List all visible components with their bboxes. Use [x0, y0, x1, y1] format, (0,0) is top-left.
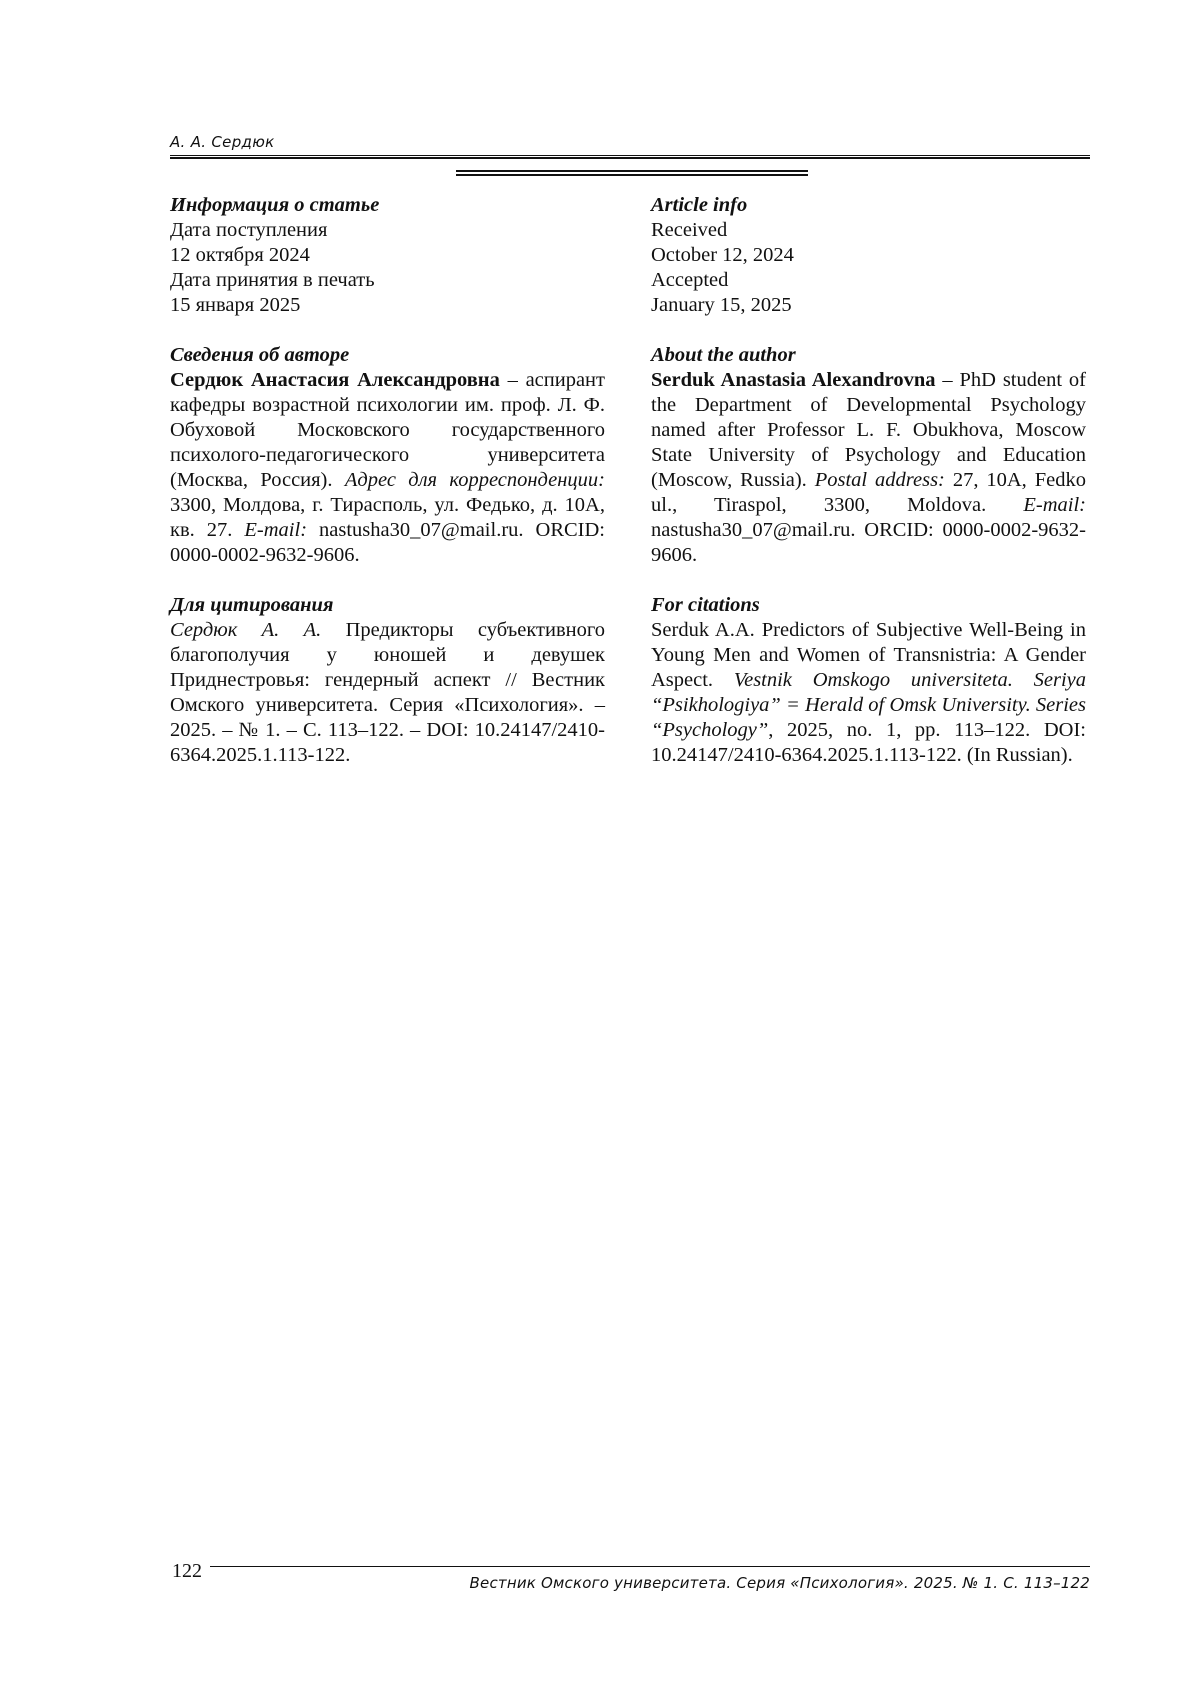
author-paragraph: [651, 368, 1086, 568]
author-block-ru: [170, 343, 605, 568]
citation-text-end: , 2025, no. 1, pp. 113–122. DOI: 10.24147/2410-6364.2025.1.113-122. (In Russian).: [651, 719, 1086, 766]
author-paragraph: [170, 368, 605, 568]
citation-text: Предикторы субъективного благополучия у юношей и девушек Приднестровья: гендерный аспект // Вестник Омского университета. Серия «Психология». – 2025. – № 1. – С. 113–122. – DOI: 10.24147/2410-6364.2025.1.113-122.: [170, 619, 605, 766]
author-description: – PhD student of the Department of Developmental Psychology named after Professor L. F. Obukhova, Moscow State University of Psychology and Education (Moscow, Russia).: [651, 369, 1086, 491]
right-column: [651, 193, 1086, 793]
page-number: 122: [172, 1560, 202, 1582]
address-label: Адрес для корреспонденции:: [344, 469, 606, 491]
article-info-block-ru: [170, 193, 605, 318]
left-column: [170, 193, 605, 793]
accepted-label: Дата принятия в печать: [170, 269, 375, 291]
author-title: About the author: [651, 344, 796, 366]
citation-journal: Vestnik Omskogo universiteta. Seriya “Psikhologiya” = Herald of Omsk University. Series “Psychology”: [651, 669, 1086, 741]
header-rule: [170, 155, 1090, 156]
header-rule-thick: [170, 157, 1090, 159]
citation-block-ru: [170, 593, 605, 768]
section-divider-second: [456, 174, 808, 176]
article-info-title: Article info: [651, 194, 748, 216]
received-date: October 12, 2024: [651, 244, 794, 266]
received-date: 12 октября 2024: [170, 244, 310, 266]
address-label: Postal address:: [814, 469, 945, 491]
footer-rule: [210, 1566, 1090, 1567]
article-info-title: Информация о статье: [170, 194, 380, 216]
article-info-block-en: [651, 193, 1086, 318]
author-name: Сердюк Анастасия Александровна: [170, 369, 500, 391]
citation-paragraph: [651, 618, 1086, 768]
author-title: Сведения об авторе: [170, 344, 350, 366]
citation-title: For citations: [651, 594, 760, 616]
citation-author: Сердюк А. А.: [170, 619, 322, 641]
author-block-en: [651, 343, 1086, 568]
citation-text-start: Serduk A.A. Predictors of Subjective Well-Being in Young Men and Women of Transnistria: A Gender Aspect.: [651, 619, 1086, 691]
email-label: E-mail:: [1023, 494, 1086, 516]
citation-block-en: [651, 593, 1086, 768]
accepted-label: Accepted: [651, 269, 729, 291]
author-description: – аспирант кафедры возрастной психологии им. проф. Л. Ф. Обуховой Московского государственного психолого-педагогического университета (Москва, Россия).: [170, 369, 605, 491]
email-label: E-mail:: [244, 519, 308, 541]
citation-title: Для цитирования: [170, 594, 334, 616]
running-head: А. А. Сердюк: [170, 133, 275, 151]
email-orcid: nastusha30_07@mail.ru. ORCID: 0000-0002-9632-9606.: [651, 519, 1086, 566]
accepted-date: 15 января 2025: [170, 294, 301, 316]
address: 3300, Молдова, г. Тирасполь, ул. Федько, д. 10А, кв. 27.: [170, 494, 605, 541]
received-label: Дата поступления: [170, 219, 328, 241]
received-label: Received: [651, 219, 728, 241]
section-divider: [456, 170, 808, 172]
accepted-date: January 15, 2025: [651, 294, 792, 316]
email-orcid: nastusha30_07@mail.ru. ORCID: 0000-0002-9632-9606.: [170, 519, 606, 566]
author-name: Serduk Anastasia Alexandrovna: [651, 369, 936, 391]
citation-paragraph: [170, 618, 605, 768]
footer-journal-title: Вестник Омского университета. Серия «Психология». 2025. № 1. С. 113–122: [469, 1574, 1090, 1592]
address: 27, 10A, Fedko ul., Tiraspol, 3300, Moldova.: [651, 469, 1086, 516]
